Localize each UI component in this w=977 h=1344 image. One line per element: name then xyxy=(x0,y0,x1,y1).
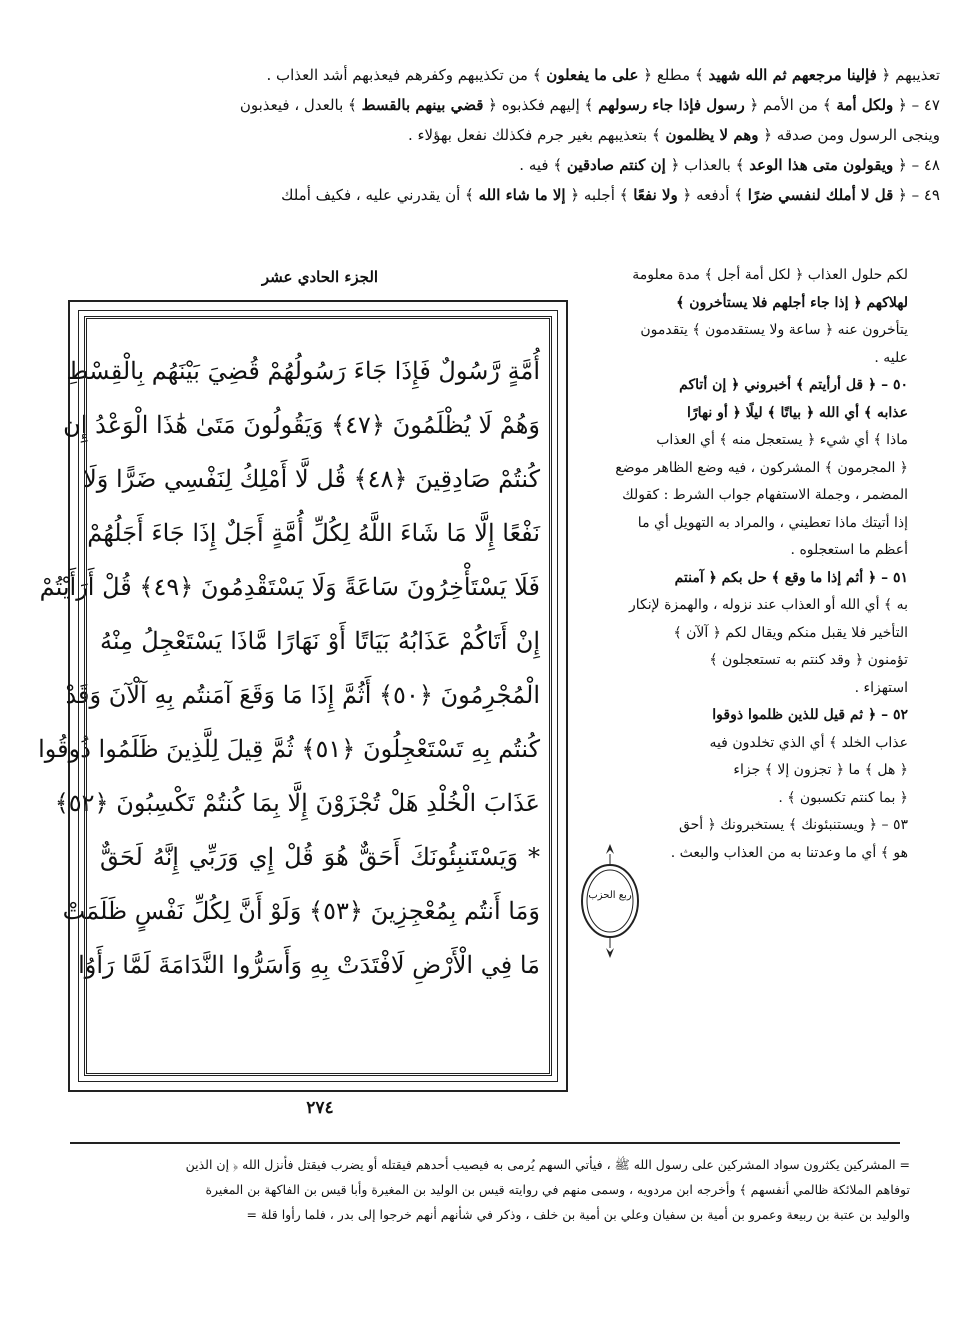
commentary-line: لهلاكهم ﴿ إذا جاء أجلهم فلا يستأخرون ﴾ xyxy=(676,294,908,311)
ornament-label: ربع الحزب xyxy=(588,890,632,901)
commentary-line: ﴿ المجرمون ﴾ المشركون ، فيه وضع الظاهر موضع xyxy=(615,459,908,476)
quran-line: كُنتُمْ صَادِقِينَ ﴿٤٨﴾ قُل لَّا أَمْلِكُ لِنَفْسِي ضَرًّا وَلَا xyxy=(83,465,540,493)
commentary-line: عذابه ﴾ أي الله ﴿ بياتًا ﴾ ليلًا ﴿ أو نهارًا xyxy=(687,404,908,421)
ornament-frame-icon xyxy=(578,842,642,960)
commentary-line: عليه . xyxy=(874,349,908,366)
quran-line: وَمَا أَنتُم بِمُعْجِزِينَ ﴿٥٣﴾ وَلَوْ أَنَّ لِكُلِّ نَفْسٍ ظَلَمَتْ xyxy=(62,897,540,925)
commentary-line: هو ﴾ أي ما وعدتنا به من العذاب والبعث . xyxy=(670,844,908,861)
commentary-line: ﴿ هل ﴾ ما ﴿ تجزون إلا ﴾ جزاء xyxy=(733,762,908,778)
quran-line: * وَيَسْتَنبِئُونَكَ أَحَقٌّ هُوَ قُلْ إِي وَرَبِّي إِنَّهُ لَحَقٌّ xyxy=(100,843,540,871)
footnote-line: = المشركين يكثرون سواد المشركين على رسول الله ﷺ ، فيأتي السهم يُرمى به فيصيب أحدهم فيقتله أو يضرب فيقتل فأنزل الله ﴿ إن الذين xyxy=(185,1157,910,1172)
footnotes xyxy=(40,1152,910,1227)
quran-line: الْمُجْرِمُونَ ﴿٥٠﴾ أَثُمَّ إِذَا مَا وَقَعَ آمَنتُم بِهِ آلْآنَ وَقَدْ xyxy=(65,681,540,709)
quran-line: مَا فِي الْأَرْضِ لَافْتَدَتْ بِهِ وَأَسَرُّوا النَّدَامَةَ لَمَّا رَأَوُا xyxy=(78,951,540,979)
page-number: ٢٧٤ xyxy=(306,1098,334,1118)
quran-line: فَلَا يَسْتَأْخِرُونَ سَاعَةً وَلَا يَسْتَقْدِمُونَ ﴿٤٩﴾ قُلْ أَرَأَيْتُمْ xyxy=(39,573,540,601)
quran-line: كُنتُم بِهِ تَسْتَعْجِلُونَ ﴿٥١﴾ ثُمَّ قِيلَ لِلَّذِينَ ظَلَمُوا ذُوقُوا xyxy=(38,735,540,763)
side-commentary xyxy=(578,262,908,867)
commentary-line: ٤٩ – ﴿ قل لا أملك لنفسي ضرًا ﴾ أدفعه ﴿ ولا نفعًا ﴾ أجلبه ﴿ إلا ما شاء الله ﴾ أن يقدرني عليه ، فكيف أملك xyxy=(281,186,940,204)
commentary-line: أعظم ما استعجلوه . xyxy=(790,542,908,558)
juz-header: الجزء الحادي عشر xyxy=(261,268,379,286)
commentary-line: لكم حلول العذاب ﴿ لكل أمة أجل ﴾ مدة معلومة xyxy=(632,267,908,283)
quran-line: وَهُمْ لَا يُظْلَمُونَ ﴿٤٧﴾ وَيَقُولُونَ مَتَىٰ هَٰذَا الْوَعْدُ إِن xyxy=(63,411,540,439)
hizb-quarter-ornament xyxy=(578,842,642,960)
commentary-line: التأخير فلا يقبل منكم ويقال لكم ﴿ آلآن ﴾ xyxy=(673,624,908,641)
footnote-line: توفاهم الملائكة ظالمي أنفسهم ﴾ وأخرجه ابن مردويه ، وسمى منهم في روايته قيس بن الوليد بن المغيرة وأبا قيس بن الفاكهة بن المغيرة xyxy=(205,1182,910,1197)
commentary-line: ٥١ – ﴿ أثم إذا ما وقع ﴾ حل بكم ﴿ آمنتم xyxy=(674,569,908,586)
quran-text-frame xyxy=(38,300,568,1092)
quran-verses xyxy=(38,344,540,992)
quran-line: عَذَابَ الْخُلْدِ هَلْ تُجْزَوْنَ إِلَّا بِمَا كُنتُمْ تَكْسِبُونَ ﴿٥٢﴾ xyxy=(54,789,540,817)
quran-line: إِنْ أَتَاكُمْ عَذَابُهُ بَيَاتًا أَوْ نَهَارًا مَّاذَا يَسْتَعْجِلُ مِنْهُ xyxy=(100,627,540,655)
commentary-line: المضمر ، وجملة الاستفهام جواب الشرط : كقولك xyxy=(622,487,908,503)
top-commentary xyxy=(40,60,940,210)
commentary-line: ٤٨ – ﴿ ويقولون متى هذا الوعد ﴾ بالعذاب ﴿ إن كنتم صادقين ﴾ فيه . xyxy=(519,156,940,174)
commentary-line: تؤمنون ﴿ وقد كنتم به تستعجلون ﴾ xyxy=(709,652,908,668)
commentary-line: عذاب الخلد ﴾ أي الذي تخلدون فيه xyxy=(709,734,908,751)
commentary-line: ماذا ﴾ أي شيء ﴿ يستعجل منه ﴾ أي العذاب xyxy=(656,432,908,448)
commentary-line: ٥٣ – ﴿ ويستنبئونك ﴾ يستخبرونك ﴿ أحق xyxy=(678,817,908,833)
commentary-line: ٤٧ – ﴿ ولكل أمة ﴾ من الأمم ﴿ رسول فإذا جاء رسولهم ﴾ إليهم فكذبوه ﴿ قضي بينهم بالقسط ﴾ بالعدل ، فيعذبون xyxy=(239,96,940,114)
commentary-line: يتأخرون عنه ﴿ ساعة ولا يستقدمون ﴾ يتقدمون xyxy=(640,322,908,338)
footnote-line: والوليد بن عتبة بن ربيعة وعمرو بن أمية بن سفيان وعلي بن أمية بن خلف ، وذكر في شأنهم أنهم خرجوا إلى بدر ، فلما رأوا قلة = xyxy=(246,1207,910,1222)
commentary-line: تعذيبهم ﴿ فإلينا مرجعهم ثم الله شهيد ﴾ مطلع ﴿ على ما يفعلون ﴾ من تكذيبهم وكفرهم فيعذبهم أشد العذاب . xyxy=(266,66,940,84)
commentary-line: ٥٠ – ﴿ قل أرأيتم ﴾ أخبروني ﴿ إن أتاكم xyxy=(679,377,908,393)
quran-line: أُمَّةٍ رَّسُولٌ فَإِذَا جَاءَ رَسُولُهُمْ قُضِيَ بَيْنَهُم بِالْقِسْطِ xyxy=(66,357,540,385)
commentary-line: إذا أتيتك ماذا تعطيني ، والمراد به التهويل أي ما xyxy=(637,514,908,531)
commentary-line: ٥٢ – ﴿ ثم قيل للذين ظلموا ذوقوا xyxy=(712,707,908,723)
footnote-divider xyxy=(70,1142,900,1144)
quran-line: نَفْعًا إِلَّا مَا شَاءَ اللَّهُ لِكُلِّ أُمَّةٍ أَجَلٌ إِذَا جَاءَ أَجَلُهُمْ xyxy=(87,519,540,547)
commentary-line: استهزاء . xyxy=(854,679,908,696)
commentary-line: ﴿ بما كنتم تكسبون ﴾ . xyxy=(778,789,908,806)
commentary-line: به ﴾ أي الله أو العذاب عند نزوله ، والهمزة لإنكار xyxy=(629,597,908,613)
commentary-line: وينجى الرسول ومن صدقه ﴿ وهم لا يظلمون ﴾ بتعذيبهم بغير جرم فكذلك نفعل بهؤلاء . xyxy=(407,126,940,144)
